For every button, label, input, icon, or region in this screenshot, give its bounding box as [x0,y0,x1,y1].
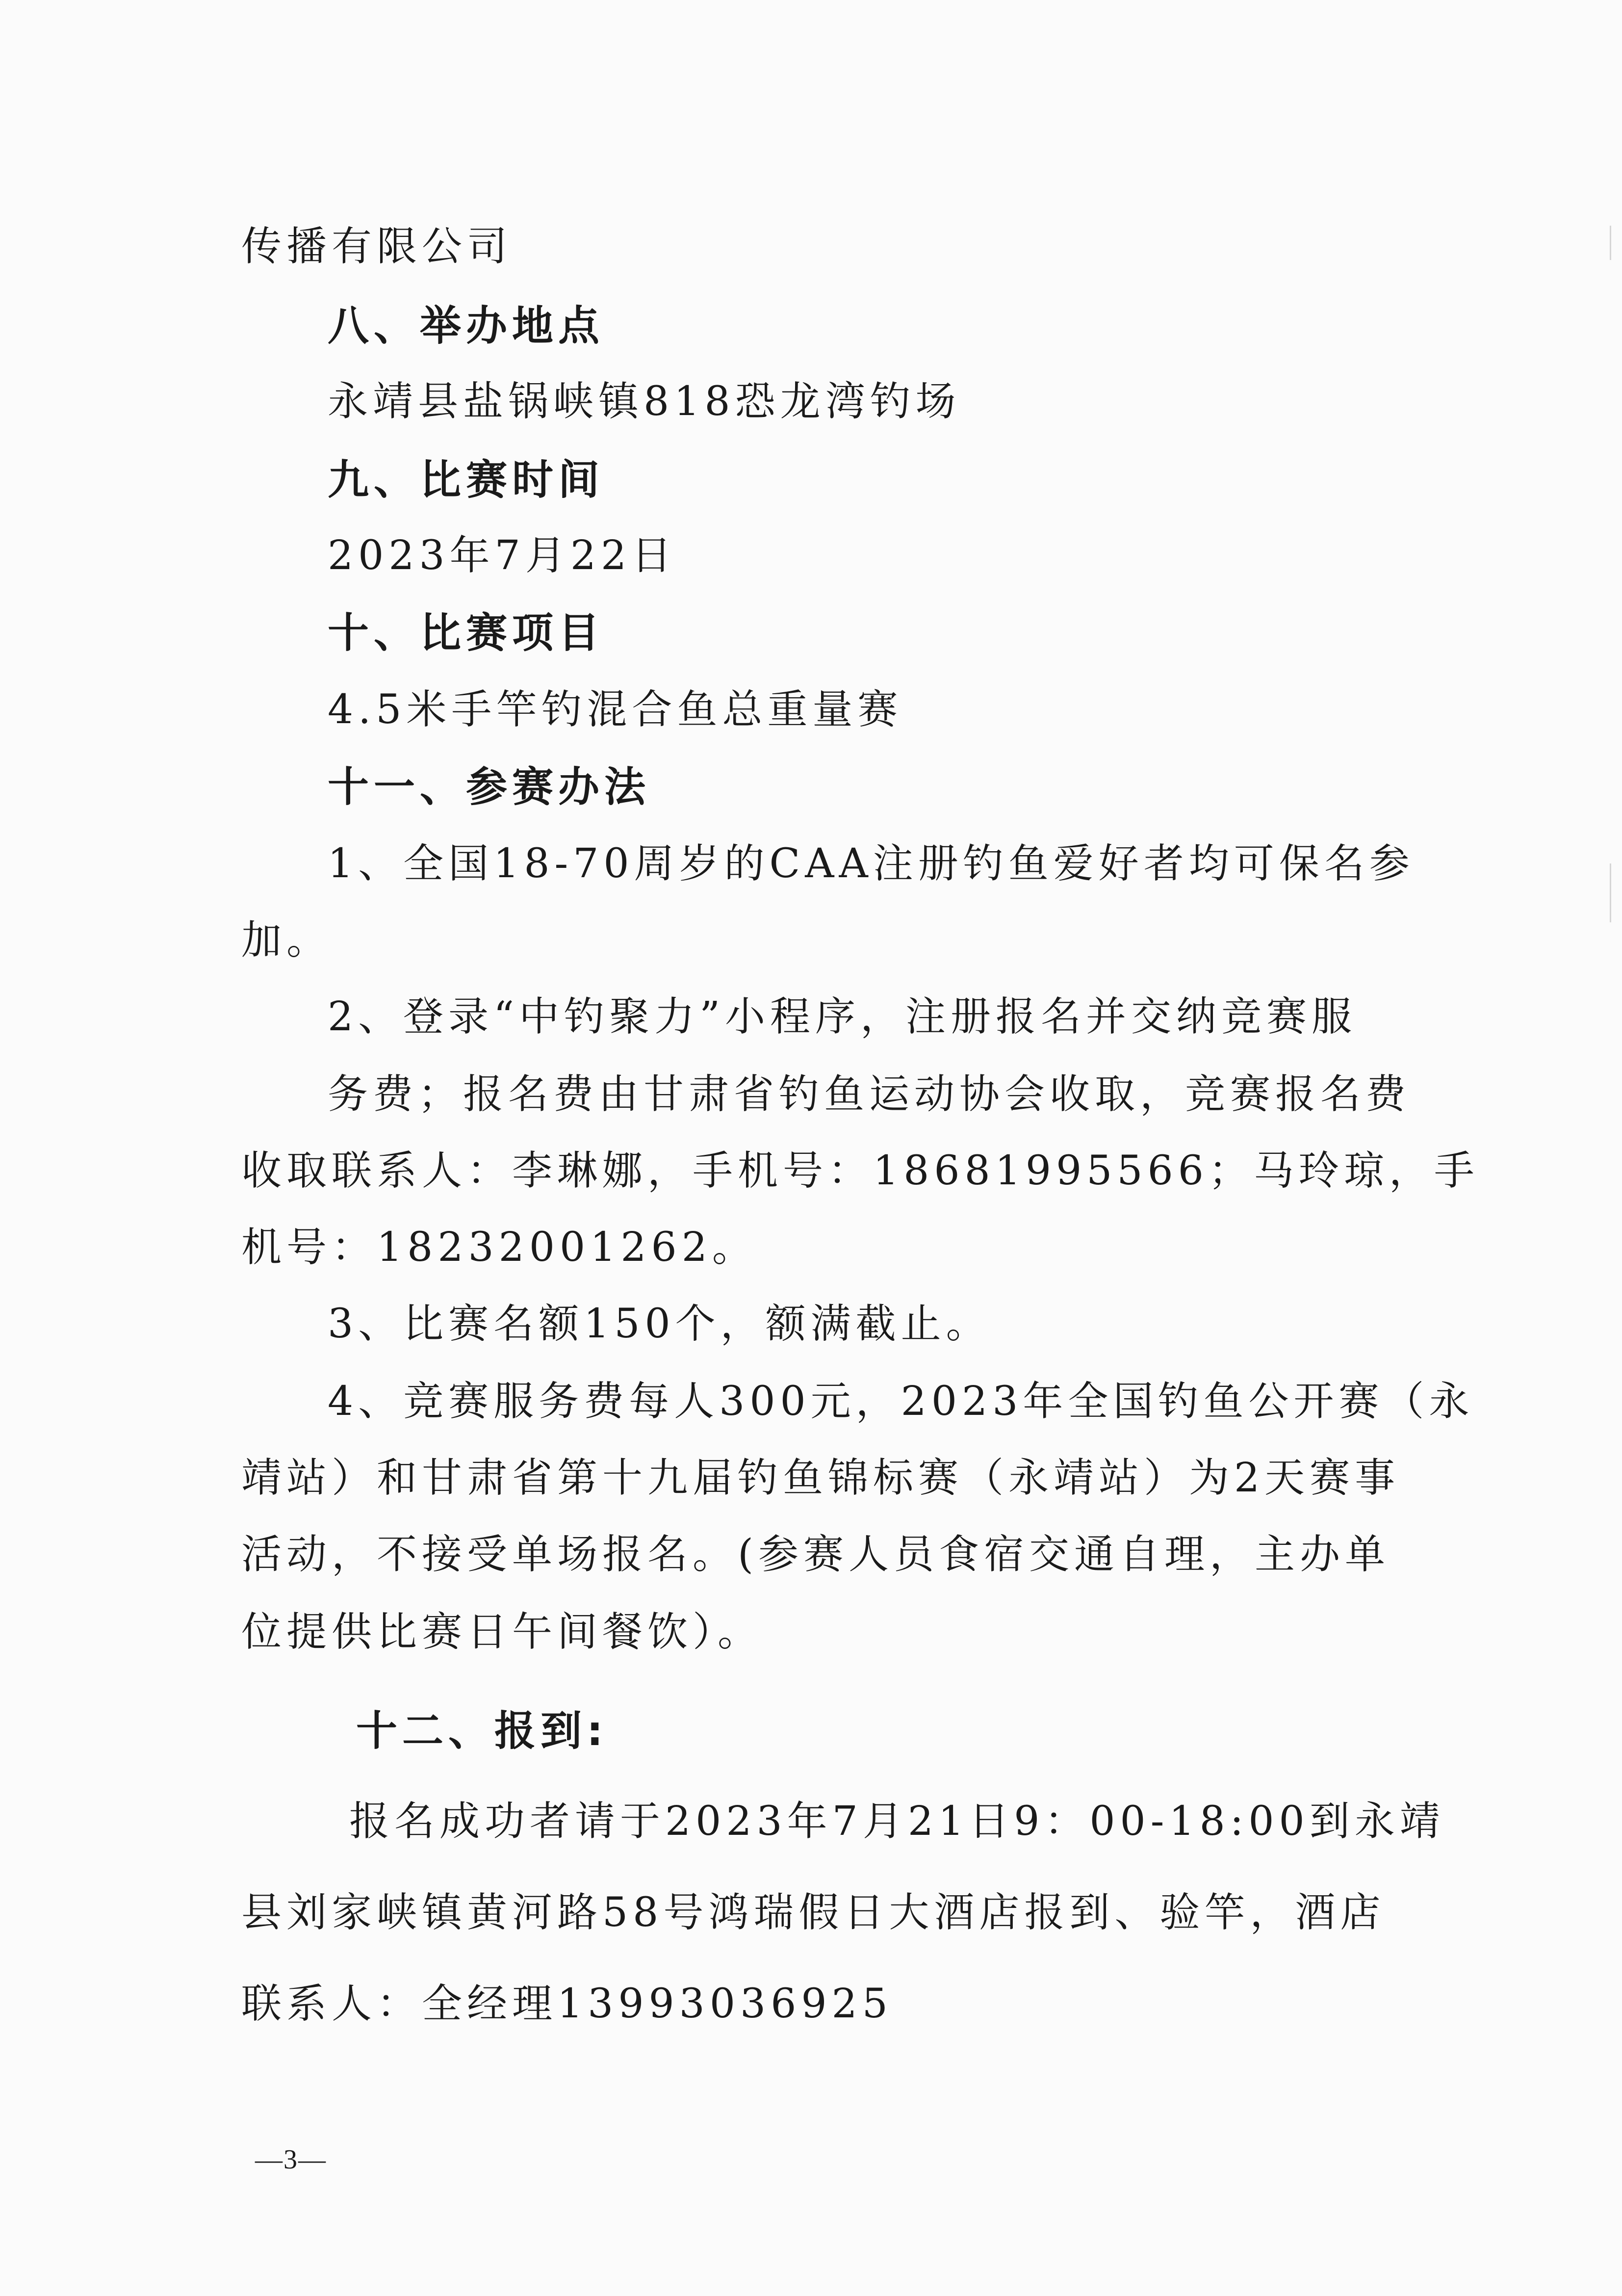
participation-item-4-line-1: 4、竞赛服务费每人300元，2023年全国钓鱼公开赛（永 [328,1378,1474,1425]
venue-text: 永靖县盐锅峡镇818恐龙湾钓场 [328,378,961,425]
participation-item-2-line-1: 2、登录“中钓聚力”小程序，注册报名并交纳竞赛服 [328,993,1357,1040]
registration-line-2: 县刘家峡镇黄河路58号鸿瑞假日大酒店报到、验竿，酒店 [241,1889,1386,1936]
section-heading-event: 十、比赛项目 [328,609,605,657]
participation-item-3: 3、比赛名额150个，额满截止。 [328,1301,991,1347]
date-text: 2023年7月22日 [328,532,677,579]
section-heading-participation: 十一、参赛办法 [328,763,651,811]
registration-line-3: 联系人：全经理13993036925 [241,1981,893,2027]
participation-item-4-line-4: 位提供比赛日午间餐饮）。 [241,1609,763,1655]
section-heading-date: 九、比赛时间 [328,456,605,504]
participation-item-4-line-2: 靖站）和甘肃省第十九届钓鱼锦标赛（永靖站）为2天赛事 [241,1455,1400,1501]
participation-item-2-line-3: 收取联系人：李琳娜，手机号：18681995566；马玲琼，手 [241,1148,1479,1194]
event-text: 4.5米手竿钓混合鱼总重量赛 [328,686,903,733]
body-line-company-name-continuation: 传播有限公司 [241,223,513,270]
participation-item-2-line-4: 机号：18232001262。 [241,1224,757,1271]
section-heading-registration: 十二、报到: [356,1707,608,1755]
participation-item-1-line-1: 1、全国18-70周岁的CAA注册钓鱼爱好者均可保名参 [328,840,1415,887]
page-number: —3— [255,2144,327,2175]
participation-item-2-line-2: 务费；报名费由甘肃省钓鱼运动协会收取，竞赛报名费 [328,1071,1411,1118]
scan-edge-mark [1610,226,1611,260]
registration-line-1: 报名成功者请于2023年7月21日9：00-18:00到永靖 [349,1798,1445,1845]
section-heading-venue: 八、举办地点 [328,302,605,350]
participation-item-1-line-2: 加。 [241,917,332,964]
participation-item-4-line-3: 活动，不接受单场报名。(参赛人员食宿交通自理，主办单 [241,1531,1390,1578]
scan-edge-mark [1610,863,1611,922]
